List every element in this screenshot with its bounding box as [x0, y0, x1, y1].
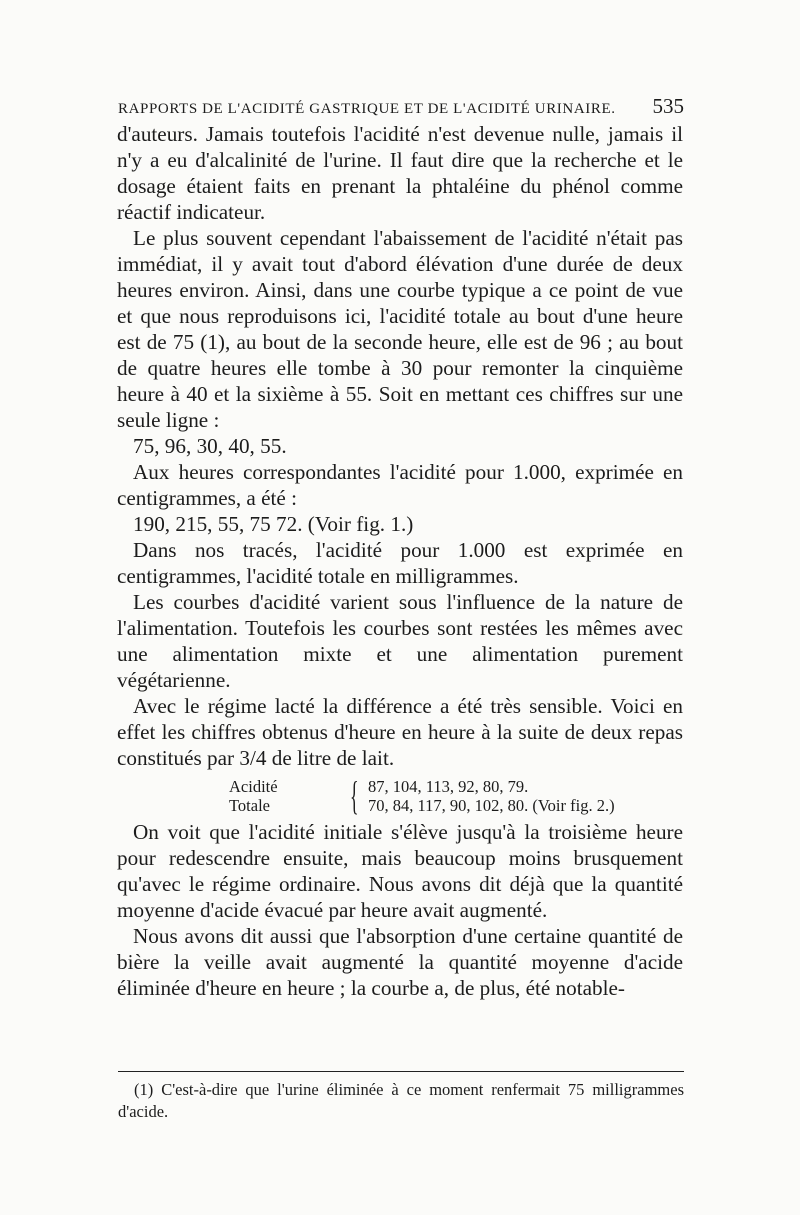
- page-number: 535: [652, 94, 684, 118]
- running-title: RAPPORTS DE L'ACIDITÉ GASTRIQUE ET DE L'ACIDITÉ URINAIRE.: [118, 101, 616, 117]
- footnote: (1) C'est-à-dire que l'urine éliminée à ce moment renfermait 75 milligrammes d'acide.: [118, 1080, 684, 1121]
- table-row-label-acidite: Acidité: [229, 777, 278, 796]
- table-row-values-acidite: 87, 104, 113, 92, 80, 79.: [368, 777, 529, 796]
- acidity-table: [229, 773, 683, 818]
- number-line-2: 190, 215, 55, 75 72. (Voir fig. 1.): [133, 512, 414, 536]
- paragraph-2: Le plus souvent cependant l'abaissement de l'acidité n'était pas immédiat, il y avait tout d'abord élévation d'une durée de deux heures environ. Ainsi, dans une courbe typique a ce point de vue et que nous reproduisons ici, l'acidité totale au bout d'une heure est de 75 (1), au bout de la seconde heure, elle est de 96 ; au bout de quatre heures elle tombe à 30 pour remonter la cinquième heure à 40 et la sixième à 55. Soit en mettant ces chiffres sur une seule ligne :: [117, 226, 683, 432]
- table-row-label-totale: Totale: [229, 796, 270, 815]
- paragraph-1: d'auteurs. Jamais toutefois l'acidité n'est devenue nulle, jamais il n'y a eu d'alcalinité de l'urine. Il faut dire que la recherche et le dosage étaient faits en prenant la phtaléine du phénol comme réactif indicateur.: [117, 122, 683, 224]
- paragraph-4: Dans nos tracés, l'acidité pour 1.000 est exprimée en centigrammes, l'acidité totale en milligrammes.: [117, 538, 683, 588]
- number-line-1: 75, 96, 30, 40, 55.: [133, 434, 287, 458]
- paragraph-5: Les courbes d'acidité varient sous l'influence de la nature de l'alimentation. Toutefois les courbes sont restées les mêmes avec une alimentation mixte et une alimentation purement végétarienne.: [117, 590, 683, 692]
- paragraph-7: On voit que l'acidité initiale s'élève jusqu'à la troisième heure pour redescendre ensuite, mais beaucoup moins brusquement qu'avec le régime ordinaire. Nous avons dit déjà que la quantité moyenne d'acide évacué par heure avait augmenté.: [117, 820, 683, 922]
- paragraph-6: Avec le régime lacté la différence a été très sensible. Voici en effet les chiffres obtenus d'heure en heure à la suite de deux repas constitués par 3/4 de litre de lait.: [117, 694, 683, 770]
- brace-icon: {: [350, 773, 359, 818]
- paragraph-8: Nous avons dit aussi que l'absorption d'une certaine quantité de bière la veille avait augmenté la quantité moyenne d'acide éliminée d'heure en heure ; la courbe a, de plus, été notable-: [117, 924, 683, 1000]
- footnote-divider: [118, 1071, 684, 1072]
- table-row-values-totale: 70, 84, 117, 90, 102, 80. (Voir fig. 2.): [368, 796, 615, 815]
- paragraph-3: Aux heures correspondantes l'acidité pour 1.000, exprimée en centigrammes, a été :: [117, 460, 683, 510]
- running-header: [118, 94, 684, 119]
- body-text: [117, 121, 683, 1001]
